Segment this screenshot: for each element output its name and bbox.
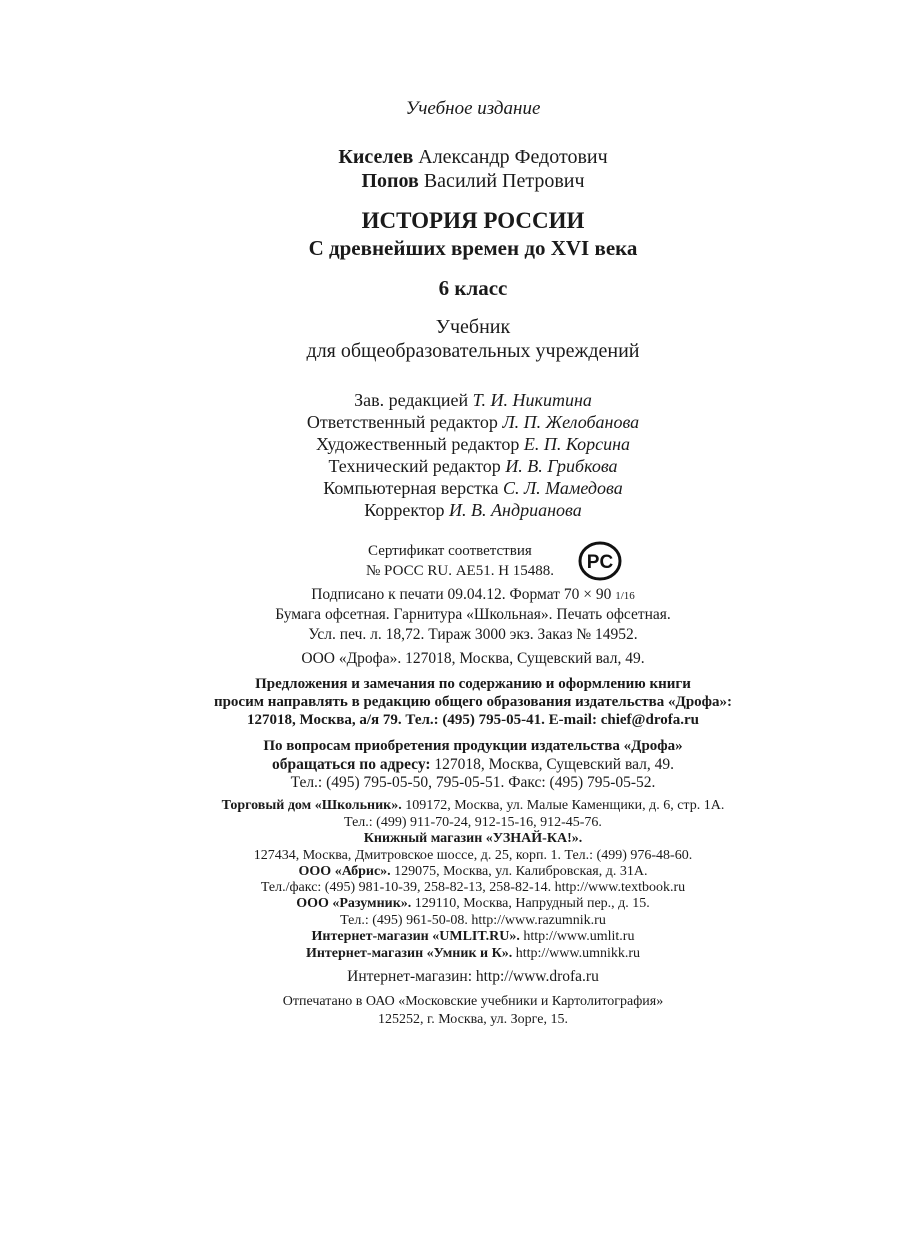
staff-name: Т. И. Никитина xyxy=(472,390,592,410)
book-kind-audience: для общеобразовательных учреждений xyxy=(306,340,640,362)
grade-label: 6 класс xyxy=(438,276,508,300)
book-title: ИСТОРИЯ РОССИИ xyxy=(361,208,585,233)
shop-address: 129110, Москва, Напрудный пер., д. 15. xyxy=(411,896,650,911)
staff-name: Л. П. Желобанова xyxy=(502,412,640,432)
shop-line xyxy=(0,864,918,880)
rostest-logo-text: PC xyxy=(586,552,614,573)
imprint-signed-text: Подписано к печати 09.04.12. Формат 70 × 90 xyxy=(311,586,616,603)
purchase-address-text: 127018, Москва, Сущевский вал, 49. xyxy=(430,756,674,773)
staff-name: И. В. Андрианова xyxy=(449,500,582,520)
imprint-publisher: ООО «Дрофа». 127018, Москва, Сущевский вал, 49. xyxy=(301,650,645,667)
staff-line xyxy=(0,412,918,433)
imprint-paper: Бумага офсетная. Гарнитура «Школьная». Печать офсетная. xyxy=(275,606,671,623)
online-shop: Интернет-магазин: http://www.drofa.ru xyxy=(347,968,599,985)
shop-name: Интернет-магазин «UMLIT.RU». xyxy=(311,929,520,944)
book-kind: Учебник xyxy=(435,316,511,338)
printed-by: Отпечатано в ОАО «Московские учебники и Картолитография» xyxy=(282,994,664,1009)
certificate-text: Сертификат соответствия xyxy=(368,543,532,559)
shop-name: ООО «Абрис». xyxy=(298,864,391,879)
suggestions-contacts: 127018, Москва, а/я 79. Тел.: (495) 795-05-41. E-mail: chief@drofa.ru xyxy=(247,712,699,728)
shop-line: 127434, Москва, Дмитровское шоссе, д. 25, корп. 1. Тел.: (499) 976-48-60. xyxy=(253,848,693,863)
shop-line: Тел.: (499) 911-70-24, 912-15-16, 912-45-76. xyxy=(344,815,602,830)
imprint-signed xyxy=(0,586,918,604)
author-1 xyxy=(0,146,918,169)
suggestions-line: просим направлять в редакцию общего образования издательства «Дрофа»: xyxy=(213,694,733,710)
shop-line: Тел.: (495) 961-50-08. http://www.razumnik.ru xyxy=(340,913,606,928)
shop-name: Книжный магазин «УЗНАЙ-КА!». xyxy=(363,831,583,846)
staff-line xyxy=(0,500,918,521)
staff-line xyxy=(0,478,918,499)
staff-line xyxy=(0,390,918,411)
staff-role: Технический редактор xyxy=(328,456,501,476)
shop-name: Торговый дом «Школьник». xyxy=(221,798,402,813)
staff-name: Е. П. Корсина xyxy=(523,434,631,454)
staff-line xyxy=(0,456,918,477)
rostest-logo-icon xyxy=(578,541,622,581)
shop-address: 129075, Москва, ул. Калибровская, д. 31А. xyxy=(390,864,648,879)
shop-url: http://www.umlit.ru xyxy=(519,929,635,944)
shop-address: 109172, Москва, ул. Малые Каменщики, д. 6, стр. 1А. xyxy=(401,798,725,813)
shop-name: Интернет-магазин «Умник и К». xyxy=(305,946,513,961)
author-2 xyxy=(0,170,918,193)
certificate-block xyxy=(368,541,638,583)
imprint-volume: Усл. печ. л. 18,72. Тираж 3000 экз. Заказ № 14952. xyxy=(308,626,638,643)
shop-name: ООО «Разумник». xyxy=(296,896,412,911)
author-1-given: Александр Федотович xyxy=(418,146,608,168)
staff-role: Ответственный редактор xyxy=(306,412,498,432)
format-fraction: 1/16 xyxy=(615,590,635,602)
staff-role: Компьютерная верстка xyxy=(323,478,499,498)
certificate-number: № РОСС RU. АЕ51. Н 15488. xyxy=(366,563,555,579)
staff-role: Корректор xyxy=(364,500,445,520)
book-subtitle: С древнейших времен до XVI века xyxy=(308,236,638,260)
shop-line xyxy=(0,946,918,962)
shop-line xyxy=(0,896,918,912)
shop-line xyxy=(0,929,918,945)
staff-name: И. В. Грибкова xyxy=(505,456,618,476)
author-1-surname: Киселев xyxy=(338,146,414,168)
purchase-line: По вопросам приобретения продукции издательства «Дрофа» xyxy=(263,738,683,754)
purchase-phones: Тел.: (495) 795-05-50, 795-05-51. Факс: (495) 795-05-52. xyxy=(290,774,656,791)
staff-role: Зав. редакцией xyxy=(354,390,469,410)
suggestions-line: Предложения и замечания по содержанию и оформлению книги xyxy=(255,676,691,692)
staff-role: Художественный редактор xyxy=(315,434,520,454)
printer-address: 125252, г. Москва, ул. Зорге, 15. xyxy=(378,1012,568,1027)
author-2-surname: Попов xyxy=(361,170,419,192)
shop-line: Тел./факс: (495) 981-10-39, 258-82-13, 258-82-14. http://www.textbook.ru xyxy=(260,880,686,895)
purchase-address xyxy=(0,756,918,774)
staff-line xyxy=(0,434,918,455)
purchase-address-label: обращаться по адресу: xyxy=(272,756,431,773)
shop-line xyxy=(0,798,918,814)
shop-url: http://www.umnikk.ru xyxy=(512,946,641,961)
author-2-given: Василий Петрович xyxy=(423,170,585,192)
shop-line xyxy=(0,831,918,847)
staff-name: С. Л. Мамедова xyxy=(502,478,623,498)
edition-type: Учебное издание xyxy=(405,98,541,119)
